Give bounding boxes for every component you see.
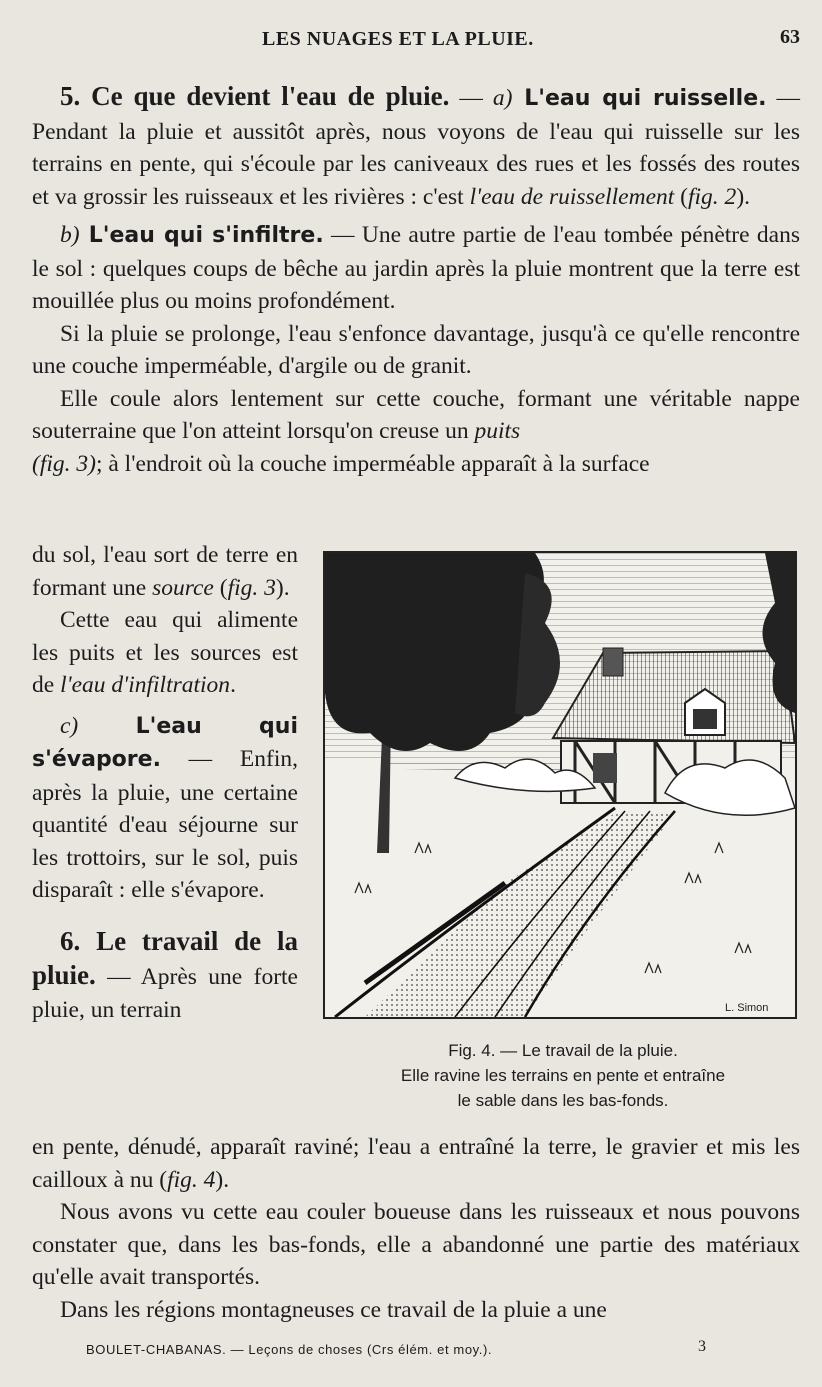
- fig-ref-2: fig. 2: [688, 183, 737, 210]
- text-6-3: ).: [215, 1166, 230, 1193]
- illustrator-signature: L. Simon: [725, 1002, 769, 1014]
- column-text: [32, 539, 298, 1026]
- label-c: c): [60, 712, 79, 739]
- term-puits: puits: [474, 418, 521, 444]
- text-p5-2: .: [230, 672, 236, 698]
- term-source: source: [152, 574, 214, 601]
- paragraph-b-3: [32, 383, 800, 481]
- caption-line-2: Elle ravine les terrains en pente et entraîne: [400, 1066, 726, 1085]
- paragraph-6-2: Nous avons vu cette eau couler boueuse dans les ruisseaux et nous pouvons constater que, dans les bas-fonds, elle a abandonné une partie des matériaux qu'elle avait transportés.: [32, 1199, 800, 1290]
- dash: —: [449, 85, 493, 111]
- text-p5-1: Cette eau qui alimente les puits et les sources est de: [32, 607, 298, 698]
- text-6-2: en pente, dénudé, apparaît raviné; l'eau a entraîné la terre, le gravier et mis les cailloux à nu (: [32, 1134, 800, 1193]
- section-6-heading: 6. Le travail de la pluie.: [32, 925, 298, 990]
- paragraph-a: [32, 80, 800, 213]
- subheading-a: L'eau qui ruisselle.: [512, 86, 767, 111]
- text-b: — Une autre partie de l'eau tombée pénètre dans le sol : quelques coups de bêche au jardin après la pluie montrent que la terre est mouillée plus ou moins profondément.: [32, 222, 801, 314]
- figure-caption: [340, 1038, 786, 1113]
- caption-line-3: le sable dans les bas-fonds.: [457, 1091, 669, 1110]
- term-infiltration: l'eau d'infiltration: [60, 672, 231, 698]
- signature-mark: 3: [698, 1338, 706, 1355]
- text-a-1: — Pendant la pluie et aussitôt après, nous voyons de l'eau qui ruisselle sur les terrains en pente, qui s'écoule par les caniveaux des rues et les fossés des routes et va grossir les ruisseaux et les rivières : c'est: [32, 85, 801, 210]
- fig-ref-3b: fig. 3: [227, 574, 276, 601]
- text-6-1: — Après une forte pluie, un terrain: [32, 964, 298, 1023]
- text-p4-4: (: [213, 574, 228, 601]
- text-a-2: (: [674, 183, 688, 210]
- paragraph-b-2: Si la pluie se prolonge, l'eau s'enfonce davantage, jusqu'à ce qu'elle rencontre une couche imperméable, d'argile ou de granit.: [32, 320, 800, 379]
- label-a: a): [492, 85, 513, 111]
- fig-ref-4: fig. 4: [167, 1166, 216, 1193]
- paragraph-6-cont: [32, 1131, 800, 1196]
- caption-line-1: Fig. 4. — Le travail de la pluie.: [448, 1041, 678, 1060]
- rain-erosion-drawing: [325, 553, 795, 1017]
- paragraph-infiltration: [32, 604, 298, 702]
- paragraph-6-3: Dans les régions montagneuses ce travail de la pluie a une: [60, 1296, 607, 1323]
- fig-ref-3: (fig. 3): [32, 450, 96, 477]
- section-5-intro: [32, 80, 800, 480]
- section-5-heading: 5. Ce que devient l'eau de pluie.: [60, 81, 450, 111]
- paragraph-6: [32, 925, 298, 1027]
- term-ruissellement: l'eau de ruissellement: [469, 183, 675, 210]
- paragraph-source: [32, 539, 298, 604]
- label-b: b): [60, 222, 80, 248]
- section-6-body: [32, 1131, 800, 1326]
- publisher-footer: BOULET-CHABANAS. — Leçons de choses (Crs élém. et moy.).: [86, 1342, 493, 1357]
- text-p4-2: ; à l'endroit où la couche imperméable apparaît à la surface: [95, 450, 650, 477]
- running-title: LES NUAGES ET LA PLUIE.: [262, 28, 534, 50]
- paragraph-b: [32, 219, 800, 318]
- subheading-b: L'eau qui s'infiltre.: [79, 223, 324, 248]
- subheading-c: L'eau qui s'évapore.: [32, 713, 298, 772]
- text-p4-3: du sol, l'eau sort de terre en formant une: [32, 542, 298, 601]
- text-a-3: ).: [736, 183, 751, 210]
- figure-illustration: [323, 551, 797, 1019]
- text-c: — Enfin, après la pluie, une certaine quantité d'eau séjourne sur les trottoirs, sur le sol, puis disparaît : elle s'évapore.: [32, 746, 298, 903]
- text-p4-1: Elle coule alors lentement sur cette couche, formant une véritable nappe souterraine que l'on atteint lorsqu'on creuse un: [32, 385, 800, 444]
- page-number: 63: [780, 26, 800, 48]
- text-p4-5: ).: [275, 574, 290, 601]
- page-header: [0, 26, 822, 56]
- paragraph-c: [32, 710, 298, 907]
